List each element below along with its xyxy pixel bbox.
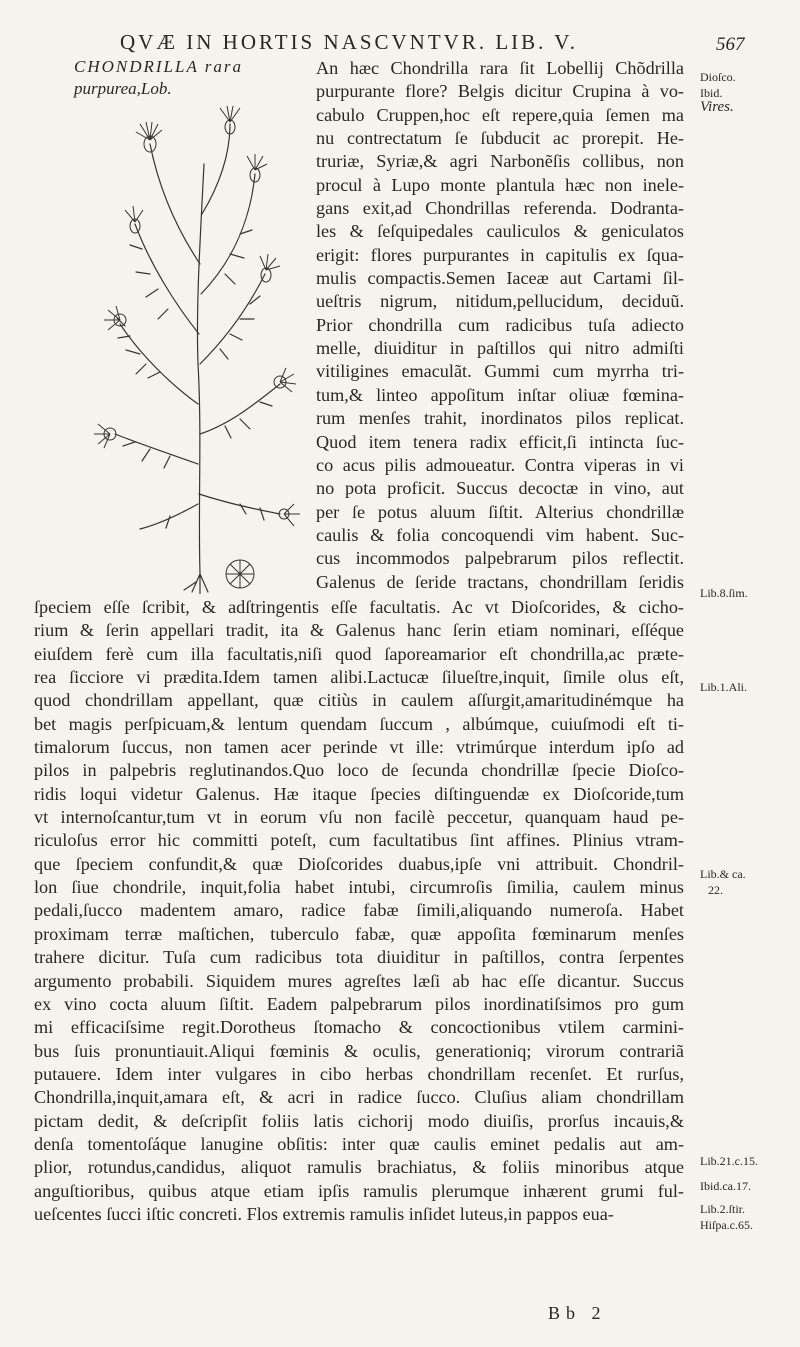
text-line: mi efficaciſsime regit.Dorotheus ſtomacho & concoctionibus vtilem carmini- <box>34 1017 684 1038</box>
text-line: procul à Lupo monte plantula hæc non inele- <box>316 174 684 195</box>
margin-note-vires <box>700 100 796 114</box>
margin-note-vires-text: Vires. <box>700 99 734 115</box>
text-line: Quod item tenera radix efficit,ſi intincta ſuc- <box>316 431 684 452</box>
text-line: vitiligines emaculãt. Gummi cum myrrha tri- <box>316 361 684 382</box>
plant-name: CHONDRILLA rara <box>74 57 244 76</box>
text-line: cus incommodos palpebrarum pilos reflectit. <box>316 548 684 569</box>
text-line: purpurante flore? Belgis dicitur Crupina à vo- <box>316 81 684 102</box>
text-line: ridis loqui videtur Galenus. Hæ itaque ſpecies diſtinguendæ ex Dioſcoride,tum <box>34 783 684 804</box>
margin-note-ibid: Ibid. <box>700 86 723 100</box>
text-line: ex vino cocta aluum ſiſtit. Eadem palpebrarum pilos inordinatiſsimos pro gum <box>34 993 684 1014</box>
text-line: pilos in palpebris reglutinandos.Quo loco de ſecunda chondrillæ ſpecie Dioſco- <box>34 760 684 781</box>
text-line: plior, rotundus,candidus, aliquot ramulis brachiatus, & foliis minoribus atque <box>34 1157 684 1178</box>
margin-note-dioscorides: Dioſco. <box>700 70 736 84</box>
running-title: QVÆ IN HORTIS NASCVNTVR. LIB. V. <box>120 30 578 54</box>
text-column-top <box>316 57 684 594</box>
margin-note-lib8: Lib.8.ſim. <box>700 586 748 600</box>
margin-note-lib21: Lib.21.c.15. <box>700 1154 758 1168</box>
text-line: pictam dedit, & deſcripſit foliis latis cichorij modo diuiſis, prorſus incauis,& <box>34 1110 684 1131</box>
text-line: ueſtris nigrum, nitidum,pellucidum, deciduũ. <box>316 291 684 312</box>
text-line: Galenus de ſeride tractans, chondrillam ſeridis <box>316 571 684 592</box>
text-line: argumento probabili. Siquidem mures agreſtes læſi ab hac eſſe dicantur. Succus <box>34 970 684 991</box>
text-line: no pota proficit. Succus decoctæ in vino, aut <box>316 478 684 499</box>
text-line: anguſtioribus, quibus atque etiam ipſis ramulis plerumque inhærent grumi ful- <box>34 1180 684 1201</box>
text-line: lon ſiue chondrile, inquit,folia habet intubi, circumroſis ſimilia, caulem minus <box>34 877 684 898</box>
text-line: per ſe potus aluum ſiſtit. Alterius chondrillæ <box>316 501 684 522</box>
text-line: timalorum ſuccus, non tamen acer perinde vt ille: vtrimúrque interdum ipſo ad <box>34 737 684 758</box>
text-line: tum,& linteo appoſitum inſtar oliuæ fœmina- <box>316 384 684 405</box>
text-line: putauere. Idem inter vulgares in cibo herbas chondrillam recenſet. Et rurſus, <box>34 1063 684 1084</box>
signature-mark: Bb 2 <box>548 1303 607 1323</box>
text-line: cabulo Cruppen,hoc eſt repere,quia ſemen ma <box>316 104 684 125</box>
text-line: mulis compactis.Semen Iaceæ aut Cartami ſil- <box>316 268 684 289</box>
margin-note-hispa: Hiſpa.c.65. <box>700 1218 753 1232</box>
text-line: proximam terræ maſtichen, tuberculo fabæ, quæ appoſita fœminarum menſes <box>34 923 684 944</box>
text-line: nu contrectatum ſe ſubducit ac prorepit. He- <box>316 128 684 149</box>
text-line: bet magis perſpicuam,& lentum quendam ſuccum , albúmque, cuiuſmodi eſt ti- <box>34 713 684 734</box>
text-line: rea ſicciore vi prædita.Idem tamen alibi.Lactucæ ſilueſtre,inquit, ſimile olus eſt, <box>34 667 684 688</box>
text-line: erigit: flores purpurantes in capitulis ex ſqua- <box>316 244 684 265</box>
text-column-full <box>34 596 684 1226</box>
text-line: melle, diuiditur in paſtillos qui nitro admiſti <box>316 338 684 359</box>
text-line: que ſpeciem confundit,& quæ Dioſcorides duabus,ipſe vni attribuit. Chondril- <box>34 853 684 874</box>
text-line: denſa tomentoſáque lanugine obſitis: inter quæ caulis eminet pedalis aut am- <box>34 1133 684 1154</box>
text-line: Chondrilla,inquit,amara eſt, & acri in radice ſucco. Cluſius aliam chondrillam <box>34 1087 684 1108</box>
text-line: ſpeciem eſſe ſcribit, & adſtringentis eſſe facultatis. Ac vt Dioſcorides, & cicho- <box>34 597 684 617</box>
text-line: eiuſdem ferè cum illa facultatis,niſi quod ſaporeamarior eſt chondrilla,ac præte- <box>34 643 684 664</box>
margin-note-lib1: Lib.1.Ali. <box>700 680 747 694</box>
text-line: Prior chondrilla cum radicibus tuſa adiecto <box>316 314 684 335</box>
text-line: caulis & folia concoquendi vim habent. Suc- <box>316 524 684 545</box>
text-line: An hæc Chondrilla rara ſit Lobellij Chõdrilla <box>316 58 684 78</box>
text-line: riculoſus error hic committi poteſt, cum facultatibus ſint affines. Plinius vtram- <box>34 830 684 851</box>
text-line: truriæ, Syriæ,& agri Narbonẽſis collibus, non <box>316 151 684 172</box>
margin-note-22: 22. <box>708 883 723 897</box>
text-line: les & ſeſquipedales cauliculos & geniculatos <box>316 221 684 242</box>
text-line: rum menſes trahit, inordinatos pilos replicat. <box>316 408 684 429</box>
text-line: vt internoſcantur,tum vt in eorum vſu non facilè peccetur, quanquam haud pe- <box>34 807 684 828</box>
plant-author: purpurea,Lob. <box>74 79 172 98</box>
text-line: gans exit,ad Chondrillas referenda. Dodranta- <box>316 198 684 219</box>
text-line: trahere dicitur. Tuſa cum radicibus tota diuiditur in paſtillos, contra ſerpentes <box>34 947 684 968</box>
figure-caption <box>74 56 314 100</box>
margin-note-lib2: Lib.2.ſtir. <box>700 1202 745 1216</box>
page-number: 567 <box>716 34 745 55</box>
margin-note-lib-ca: Lib.& ca. <box>700 867 746 881</box>
plant-illustration <box>80 104 320 594</box>
text-line: quod chondrillam appellant, quæ citiùs in caulem aſſurgit,amaritudinémque ha <box>34 690 684 711</box>
text-line: ueſcentes ſucci iſtic concreti. Flos extremis ramulis inſidet luteus,in pappos eua- <box>34 1203 614 1224</box>
text-line: pedali,ſucco madentem amaro, radice fabæ ſimili,aliquando numeroſa. Habet <box>34 900 684 921</box>
text-line: co acus pilis admoueatur. Contra viperas in vi <box>316 454 684 475</box>
margin-note-ibid-ca17: Ibid.ca.17. <box>700 1179 751 1193</box>
text-line: bus ſuis pronuntiauit.Aliqui fœminis & oculis, generationiq; virorum contrariã <box>34 1040 684 1061</box>
text-line: rium & ſerin appellari tradit, ita & Galenus hanc ſerin etiam nominari, eſſéque <box>34 620 684 641</box>
